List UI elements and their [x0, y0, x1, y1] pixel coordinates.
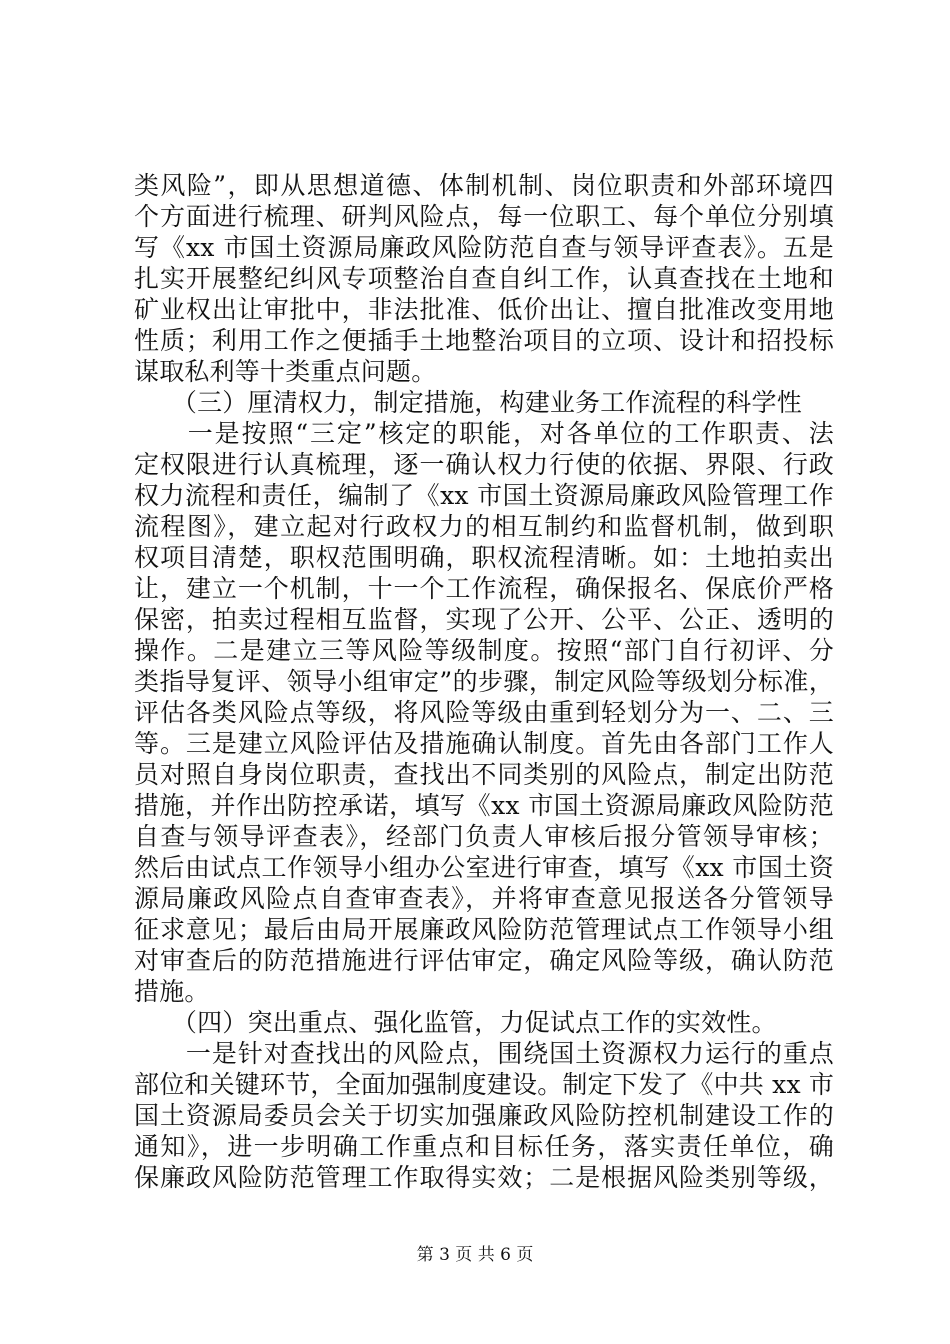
- text-line: 个方面进行梳理、研判风险点，每一位职工、每个单位分别填: [134, 202, 834, 231]
- text-line: 类指导复评、领导小组审定”的步骤，制定风险等级划分标准，: [134, 667, 834, 696]
- text-line: 评估各类风险点等级，将风险等级由重到轻划分为一、二、三: [134, 698, 834, 727]
- text-line: 保密，拍卖过程相互监督，实现了公开、公平、公正、透明的: [134, 605, 834, 634]
- text-line: 矿业权出让审批中，非法批准、低价出让、擅自批准改变用地: [134, 295, 834, 324]
- text-line: 写《xx 市国土资源局廉政风险防范自查与领导评查表》。五是: [134, 233, 834, 262]
- text-line: 等。三是建立风险评估及措施确认制度。首先由各部门工作人: [134, 729, 834, 758]
- text-line: （四）突出重点、强化监管，力促试点工作的实效性。: [134, 1008, 777, 1037]
- text-line: 扎实开展整纪纠风专项整治自查自纠工作，认真查找在土地和: [134, 264, 834, 293]
- page-footer: 第 3 页 共 6 页: [416, 1245, 534, 1265]
- text-line: 保廉政风险防范管理工作取得实效；二是根据风险类别等级，: [134, 1163, 834, 1192]
- text-line: 性质；利用工作之便插手土地整治项目的立项、设计和招投标: [134, 326, 834, 355]
- text-line: 国土资源局委员会关于切实加强廉政风险防控机制建设工作的: [134, 1101, 834, 1130]
- text-line: 然后由试点工作领导小组办公室进行审查，填写《xx 市国土资: [134, 853, 834, 882]
- text-line: 一是针对查找出的风险点，围绕国土资源权力运行的重点: [134, 1039, 834, 1068]
- text-line: 类风险”，即从思想道德、体制机制、岗位职责和外部环境四: [134, 171, 834, 200]
- text-line: 通知》，进一步明确工作重点和目标任务，落实责任单位，确: [134, 1132, 834, 1161]
- text-line: 源局廉政风险点自查审查表》，并将审查意见报送各分管领导: [134, 884, 834, 913]
- text-line: 权项目清楚，职权范围明确，职权流程清晰。如：土地拍卖出: [134, 543, 834, 572]
- text-line: 一是按照“三定”核定的职能，对各单位的工作职责、法: [134, 419, 834, 448]
- text-line: （三）厘清权力，制定措施，构建业务工作流程的科学性: [134, 388, 802, 417]
- text-line: 征求意见；最后由局开展廉政风险防范管理试点工作领导小组: [134, 915, 834, 944]
- text-line: 流程图》，建立起对行政权力的相互制约和监督机制，做到职: [134, 512, 834, 541]
- text-line: 措施，并作出防控承诺，填写《xx 市国土资源局廉政风险防范: [134, 791, 834, 820]
- text-line: 员对照自身岗位职责，查找出不同类别的风险点，制定出防范: [134, 760, 834, 789]
- text-line: 权力流程和责任，编制了《xx 市国土资源局廉政风险管理工作: [134, 481, 834, 510]
- text-line: 谋取私利等十类重点问题。: [134, 357, 437, 386]
- document-body: [134, 170, 834, 1193]
- text-line: 定权限进行认真梳理，逐一确认权力行使的依据、界限、行政: [134, 450, 834, 479]
- text-line: 对审查后的防范措施进行评估审定，确定风险等级，确认防范: [134, 946, 834, 975]
- text-line: 措施。: [134, 977, 210, 1006]
- text-line: 操作。二是建立三等风险等级制度。按照“部门自行初评、分: [134, 636, 834, 665]
- text-line: 部位和关键环节，全面加强制度建设。制定下发了《中共 xx 市: [134, 1070, 835, 1099]
- text-line: 让，建立一个机制，十一个工作流程，确保报名、保底价严格: [134, 574, 834, 603]
- text-line: 自查与领导评查表》，经部门负责人审核后报分管领导审核；: [134, 822, 834, 851]
